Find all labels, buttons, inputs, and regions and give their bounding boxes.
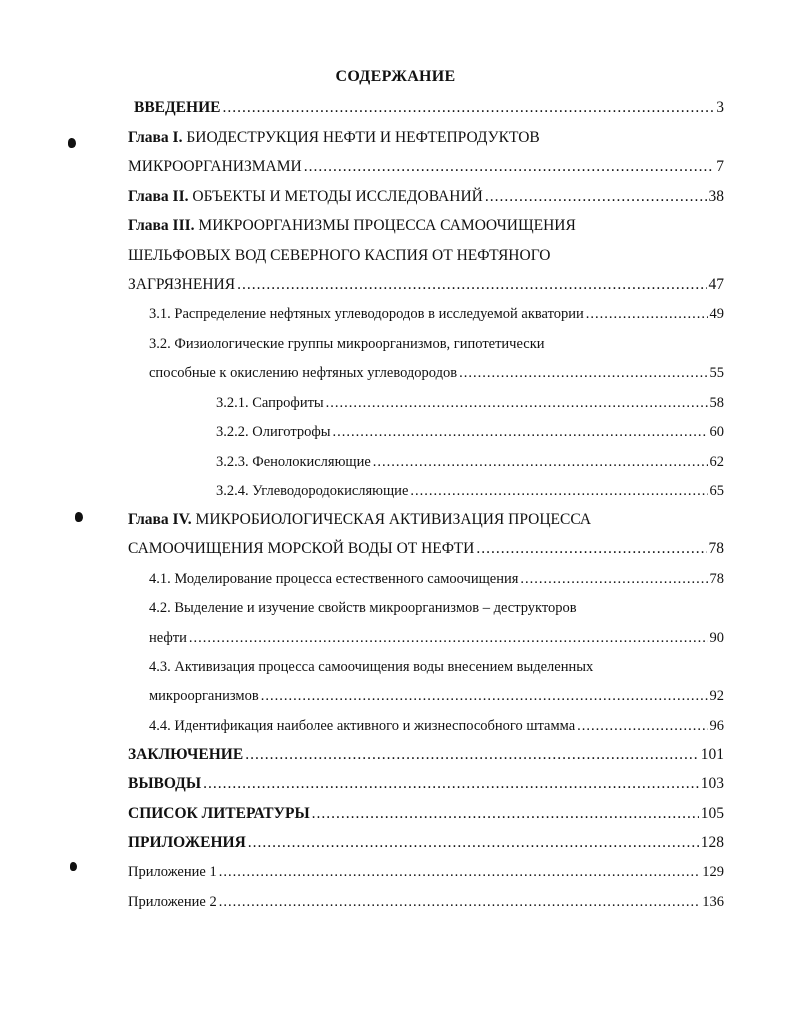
toc-leader-dots <box>410 481 707 501</box>
scan-mark <box>75 512 83 522</box>
toc-entry-label: Глава II. <box>128 188 189 205</box>
toc-entry-text: ШЕЛЬФОВЫХ ВОД СЕВЕРНОГО КАСПИЯ ОТ НЕФТЯНОГО <box>128 247 551 264</box>
toc-entry-conclusion <box>128 745 724 765</box>
toc-leader-dots <box>577 716 707 736</box>
toc-entry-appendices <box>128 833 724 853</box>
scan-mark <box>70 862 77 871</box>
toc-entry-text: 4.1. Моделирование процесса естественного самоочищения <box>149 571 519 587</box>
toc-entry-3-2-2 <box>216 422 724 442</box>
toc-page-number: 78 <box>708 540 724 557</box>
toc-page-number: 96 <box>709 718 724 734</box>
toc-entry-chapter-2 <box>128 187 724 207</box>
toc-entry-3-2-4 <box>216 481 724 501</box>
toc-leader-dots <box>520 569 707 589</box>
toc-leader-dots <box>219 892 701 912</box>
toc-leader-dots <box>312 804 699 824</box>
toc-leader-dots <box>459 363 707 383</box>
toc-entry-appendix-1 <box>128 862 724 882</box>
toc-entry-3-1 <box>149 304 724 324</box>
toc-leader-dots <box>219 862 701 882</box>
toc-leader-dots <box>373 452 708 472</box>
toc-page-number: 3 <box>716 99 724 116</box>
toc-entry-text: 3.2.3. Фенолокисляющие <box>216 454 371 470</box>
toc-entry-text: 4.2. Выделение и изучение свойств микроорганизмов – деструкторов <box>149 600 577 616</box>
toc-leader-dots <box>476 539 706 559</box>
page-title: СОДЕРЖАНИЕ <box>335 68 456 85</box>
toc-entry-label: ПРИЛОЖЕНИЯ <box>128 834 246 851</box>
toc-leader-dots <box>304 157 715 177</box>
toc-entry-text: 4.4. Идентификация наиболее активного и жизнеспособного штамма <box>149 718 576 734</box>
toc-page-number: 78 <box>709 571 724 587</box>
toc-page-number: 49 <box>709 306 724 322</box>
toc-entry-text: ЗАГРЯЗНЕНИЯ <box>128 276 236 293</box>
toc-leader-dots <box>586 304 708 324</box>
toc-entry-references <box>128 804 724 824</box>
toc-entry-label: Глава IV. <box>128 511 192 528</box>
toc-entry-3-2 <box>149 334 724 354</box>
toc-entry-chapter-4 <box>128 510 728 530</box>
toc-entry-chapter-1 <box>128 128 728 148</box>
toc-entry-text: 3.1. Распределение нефтяных углеводородов в исследуемой акватории <box>149 306 584 322</box>
toc-leader-dots <box>261 686 708 706</box>
toc-entry-text: Приложение 2 <box>128 894 217 910</box>
toc-leader-dots <box>248 833 699 853</box>
toc-entry-label: Глава III. <box>128 217 195 234</box>
toc-entry-text: САМООЧИЩЕНИЯ МОРСКОЙ ВОДЫ ОТ НЕФТИ <box>128 540 475 557</box>
toc-entry-text: микроорганизмов <box>149 688 259 704</box>
toc-page-number: 105 <box>700 805 724 822</box>
toc-entry-text: МИКРООРГАНИЗМАМИ <box>128 158 302 175</box>
toc-entry-chapter-3-cont2 <box>128 275 724 295</box>
toc-entry-4-2-cont <box>149 628 724 648</box>
toc-page-number: 65 <box>709 483 724 499</box>
toc-entry-label: Глава I. <box>128 129 183 146</box>
toc-page-number: 101 <box>700 746 724 763</box>
toc-page-number: 38 <box>708 188 724 205</box>
toc-page-number: 7 <box>716 158 724 175</box>
toc-page-number: 103 <box>700 775 724 792</box>
toc-entry-3-2-1 <box>216 393 724 413</box>
toc-entry-3-2-cont <box>149 363 724 383</box>
toc-entry-label: ВВЕДЕНИЕ <box>134 99 221 116</box>
toc-entry-text: 3.2. Физиологические группы микроорганизмов, гипотетически <box>149 336 545 352</box>
toc-entry-text: 3.2.4. Углеводородокисляющие <box>216 483 409 499</box>
toc-page-number: 128 <box>700 834 724 851</box>
toc-entry-chapter-3-cont1 <box>128 246 728 266</box>
toc-entry-4-4 <box>149 716 724 736</box>
toc-entry-appendix-2 <box>128 892 724 912</box>
toc-entry-label: СПИСОК ЛИТЕРАТУРЫ <box>128 805 310 822</box>
toc-leader-dots <box>485 187 707 207</box>
toc-entry-text: БИОДЕСТРУКЦИЯ НЕФТИ И НЕФТЕПРОДУКТОВ <box>182 129 540 146</box>
toc-leader-dots <box>326 393 708 413</box>
toc-entry-findings <box>128 774 724 794</box>
toc-leader-dots <box>189 628 708 648</box>
toc-page-number: 60 <box>709 424 724 440</box>
toc-entry-text: нефти <box>149 630 187 646</box>
toc-page-number: 129 <box>702 864 724 880</box>
toc-leader-dots <box>245 745 699 765</box>
toc-entry-label: ВЫВОДЫ <box>128 775 202 792</box>
toc-entry-4-2 <box>149 598 724 618</box>
toc-entry-introduction <box>134 98 724 118</box>
toc-entry-4-1 <box>149 569 724 589</box>
toc-entry-text: МИКРОБИОЛОГИЧЕСКАЯ АКТИВИЗАЦИЯ ПРОЦЕССА <box>191 511 592 528</box>
toc-entry-text: способные к окислению нефтяных углеводородов <box>149 365 458 381</box>
toc-entry-chapter-4-cont <box>128 539 724 559</box>
toc-entry-text: Приложение 1 <box>128 864 217 880</box>
toc-entry-text: ОБЪЕКТЫ И МЕТОДЫ ИССЛЕДОВАНИЙ <box>188 188 483 205</box>
toc-entry-text: 3.2.2. Олиготрофы <box>216 424 331 440</box>
toc-page-number: 58 <box>709 395 724 411</box>
toc-entry-3-2-3 <box>216 452 724 472</box>
toc-entry-text: МИКРООРГАНИЗМЫ ПРОЦЕССА САМООЧИЩЕНИЯ <box>194 217 576 234</box>
toc-entry-4-3 <box>149 657 724 677</box>
toc-page-number: 92 <box>709 688 724 704</box>
toc-entry-chapter-3 <box>128 216 728 236</box>
toc-page-number: 90 <box>709 630 724 646</box>
toc-leader-dots <box>333 422 708 442</box>
toc-entry-chapter-1-cont <box>128 157 724 177</box>
toc-page-number: 47 <box>708 276 724 293</box>
toc-entry-label: ЗАКЛЮЧЕНИЕ <box>128 746 244 763</box>
toc-page-number: 62 <box>709 454 724 470</box>
toc-entry-4-3-cont <box>149 686 724 706</box>
toc-page-number: 55 <box>709 365 724 381</box>
toc-leader-dots <box>222 98 714 118</box>
toc-entry-text: 4.3. Активизация процесса самоочищения воды внесением выделенных <box>149 659 594 675</box>
toc-entry-text: 3.2.1. Сапрофиты <box>216 395 324 411</box>
toc-leader-dots <box>237 275 706 295</box>
toc-page-number: 136 <box>702 894 724 910</box>
toc-leader-dots <box>203 774 699 794</box>
scan-mark <box>68 138 76 148</box>
